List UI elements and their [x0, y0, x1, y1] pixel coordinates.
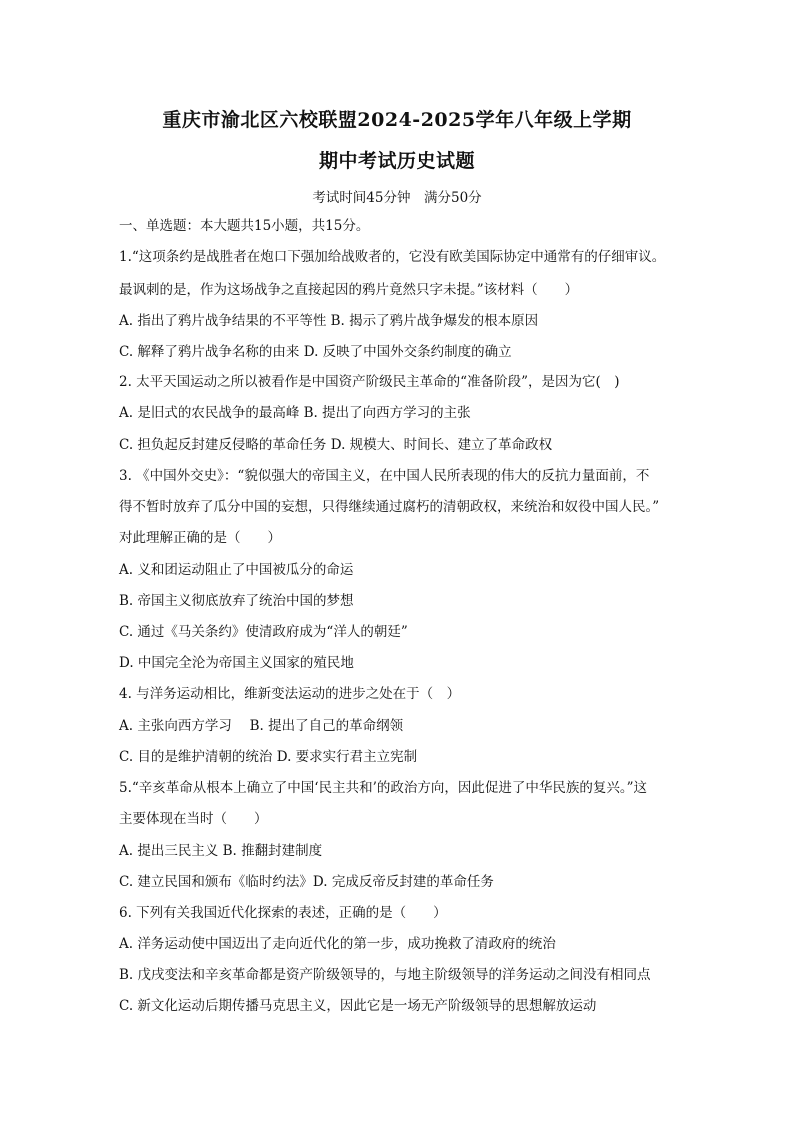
question-6-option-c: C. 新文化运动后期传播马克思主义，因此它是一场无产阶级领导的思想解放运动: [119, 998, 597, 1014]
question-2-stem: 2. 太平天国运动之所以被看作是中国资产阶级民主革命的“准备阶段”，是因为它( ): [119, 374, 620, 390]
question-1-options-ab: A. 指出了鸦片战争结果的不平等性 B. 揭示了鸦片战争爆发的根本原因: [119, 313, 539, 329]
question-4-options-ab: A. 主张向西方学习 B. 提出了自己的革命纲领: [119, 718, 404, 734]
question-1-stem-cont: 最讽刺的是，作为这场战争之直接起因的鸦片竟然只字未提。”该材料（ ）: [119, 282, 579, 298]
question-1-options-cd: C. 解释了鸦片战争名称的由来 D. 反映了中国外交条约制度的确立: [119, 344, 512, 360]
question-5-options-ab: A. 提出三民主义 B. 推翻封建制度: [119, 843, 323, 859]
question-6-stem: 6. 下列有关我国近代化探索的表述，正确的是（ ）: [119, 905, 447, 921]
question-3-option-d: D. 中国完全沦为帝国主义国家的殖民地: [119, 655, 354, 671]
exam-info: 考试时间45分钟 满分50分: [312, 190, 482, 206]
question-6-option-b: B. 戊戌变法和辛亥革命都是资产阶级领导的，与地主阶级领导的洋务运动之间没有相同点: [119, 967, 651, 983]
question-6-option-a: A. 洋务运动使中国迈出了走向近代化的第一步，成功挽救了清政府的统治: [119, 936, 556, 952]
exam-title-line-1: 重庆市渝北区六校联盟2024-2025学年八年级上学期: [162, 109, 632, 131]
question-2-options-ab: A. 是旧式的农民战争的最高峰 B. 提出了向西方学习的主张: [119, 405, 471, 421]
question-3-option-a: A. 义和团运动阻止了中国被瓜分的命运: [119, 562, 354, 578]
section-heading: 一、单选题：本大题共15小题，共15分。: [119, 218, 370, 234]
question-2-options-cd: C. 担负起反封建反侵略的革命任务 D. 规模大、时间长、建立了革命政权: [119, 437, 553, 453]
question-5-options-cd: C. 建立民国和颁布《临时约法》D. 完成反帝反封建的革命任务: [119, 874, 494, 890]
question-4-stem: 4. 与洋务运动相比，维新变法运动的进步之处在于（ ）: [119, 686, 461, 702]
question-3-option-b: B. 帝国主义彻底放弃了统治中国的梦想: [119, 593, 354, 609]
question-4-options-cd: C. 目的是维护清朝的统治 D. 要求实行君主立宪制: [119, 749, 418, 765]
question-1-stem: 1.“这项条约是战胜者在炮口下强加给战败者的，它没有欧美国际协定中通常有的仔细审议。: [119, 249, 666, 265]
question-5-stem: 5.“辛亥革命从根本上确立了中国‘民主共和’的政治方向，因此促进了中华民族的复兴。”这: [119, 780, 648, 796]
question-3-option-c: C. 通过《马关条约》使清政府成为“洋人的朝廷”: [119, 624, 408, 640]
question-5-stem-cont: 主要体现在当时（ ）: [119, 811, 268, 827]
question-3-stem-end: 对此理解正确的是（ ）: [119, 530, 281, 546]
question-3-stem: 3. 《中国外交史》：“貌似强大的帝国主义，在中国人民所表现的伟大的反抗力量面前，不: [119, 468, 650, 484]
exam-title-line-2: 期中考试历史试题: [318, 150, 475, 172]
question-3-stem-cont: 得不暂时放弃了瓜分中国的妄想，只得继续通过腐朽的清朝政权，来统治和奴役中国人民。”: [119, 499, 660, 515]
